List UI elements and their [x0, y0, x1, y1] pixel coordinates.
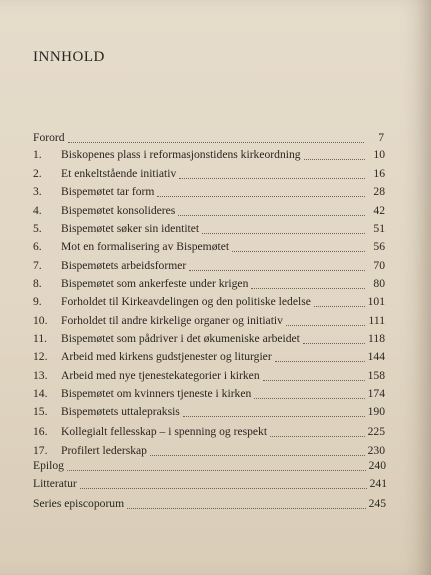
toc-entry-title: Arbeid med kirkens gudstjenester og liturgier: [61, 350, 272, 363]
toc-entry: [33, 497, 386, 513]
toc-entry: [33, 459, 386, 475]
toc-entry-page: 245: [368, 497, 386, 510]
toc-entry-page: 42: [373, 204, 385, 217]
toc-entry-page: 28: [373, 185, 385, 198]
toc-entry-title: Bispemøtet som pådriver i det økumeniske arbeidet: [61, 332, 300, 345]
toc-entry-number: 17.: [33, 444, 48, 457]
toc-entry-number: 10.: [33, 314, 48, 327]
toc-entry-page: 158: [367, 369, 385, 382]
toc-entry: [33, 405, 385, 421]
toc-entry-number: 9.: [33, 295, 42, 308]
dot-leader: [178, 215, 365, 216]
toc-entry-number: 1.: [33, 148, 42, 161]
toc-entry-title: Biskopenes plass i reformasjonstidens kirkeordning: [61, 148, 301, 161]
toc-entry-number: 15.: [33, 405, 48, 418]
dot-leader: [251, 288, 365, 289]
toc-entry-title: Mot en formalisering av Bispemøtet: [61, 240, 230, 253]
toc-entry-title: Bispemøtet som ankerfeste under krigen: [61, 277, 249, 290]
toc-entry-page: 70: [373, 259, 385, 272]
toc-entry-number: 3.: [33, 185, 42, 198]
dot-leader: [157, 196, 365, 197]
toc-entry: [33, 204, 385, 220]
dot-leader: [270, 436, 365, 437]
dot-leader: [254, 398, 365, 399]
toc-entry: [33, 148, 385, 164]
toc-entry: [33, 167, 385, 183]
toc-entry: [33, 332, 385, 348]
toc-entry-page: 240: [368, 459, 386, 472]
toc-entry-number: 2.: [33, 167, 42, 180]
toc-entry-page: 118: [368, 332, 385, 345]
dot-leader: [202, 233, 365, 234]
toc-entry-title: Forholdet til Kirkeavdelingen og den politiske ledelse: [61, 295, 311, 308]
toc-entry: [33, 259, 385, 275]
dot-leader: [263, 380, 365, 381]
toc-entry-page: 101: [367, 295, 385, 308]
toc-entry-page: 51: [373, 222, 385, 235]
toc-entry: [33, 240, 385, 256]
toc-entry-page: 16: [373, 167, 385, 180]
toc-entry-title: Bispemøtet tar form: [61, 185, 155, 198]
toc-entry: [33, 185, 385, 201]
toc-entry: [33, 444, 385, 460]
toc-entry-page: 111: [368, 314, 385, 327]
toc-entry: [33, 369, 385, 385]
toc-entry: [33, 477, 387, 493]
toc-entry-number: 14.: [33, 387, 48, 400]
dot-leader: [68, 142, 364, 143]
dot-leader: [286, 325, 365, 326]
toc-entry-number: 8.: [33, 277, 42, 290]
toc-entry-title: Litteratur: [33, 477, 77, 490]
page-heading: INNHOLD: [33, 49, 105, 65]
toc-entry-page: 225: [367, 425, 385, 438]
toc-entry-number: 7.: [33, 259, 42, 272]
dot-leader: [314, 306, 365, 307]
dot-leader: [189, 270, 365, 271]
dot-leader: [275, 361, 365, 362]
toc-entry-page: 56: [373, 240, 385, 253]
toc-entry-title: Kollegialt fellesskap – i spenning og respekt: [61, 425, 268, 438]
toc-entry-number: 5.: [33, 222, 42, 235]
toc-entry-page: 241: [369, 477, 387, 490]
toc-entry-number: 11.: [33, 332, 48, 345]
toc-entry-title: Bispemøtet søker sin identitet: [61, 222, 200, 235]
toc-entry-number: 16.: [33, 425, 48, 438]
dot-leader: [303, 343, 365, 344]
toc-entry: [33, 387, 385, 403]
dot-leader: [304, 159, 365, 160]
toc-entry-page: 190: [367, 405, 385, 418]
dot-leader: [67, 470, 366, 471]
toc-entry-title: Bispemøtets uttalepraksis: [61, 405, 180, 418]
toc-entry-title: Bispemøtet konsolideres: [61, 204, 176, 217]
toc-entry-number: 12.: [33, 350, 48, 363]
toc-entry-title: Epilog: [33, 459, 64, 472]
toc-entry-number: 6.: [33, 240, 42, 253]
dot-leader: [179, 178, 365, 179]
toc-entry-page: 80: [373, 277, 385, 290]
toc-entry: [33, 131, 384, 147]
dot-leader: [80, 488, 367, 489]
dot-leader: [183, 416, 365, 417]
toc-entry-page: 230: [367, 444, 385, 457]
toc-entry: [33, 425, 385, 441]
toc-entry: [33, 295, 385, 311]
toc-entry: [33, 350, 385, 366]
toc-entry-page: 174: [367, 387, 385, 400]
toc-entry: [33, 222, 385, 238]
dot-leader: [150, 455, 365, 456]
toc-entry: [33, 314, 385, 330]
toc-entry-title: Profilert lederskap: [61, 444, 147, 457]
dot-leader: [127, 508, 366, 509]
toc-entry-page: 7: [378, 131, 384, 144]
toc-entry-title: Bispemøtets arbeidsformer: [61, 259, 187, 272]
toc-entry-page: 10: [373, 148, 385, 161]
toc-entry-number: 13.: [33, 369, 48, 382]
toc-entry-title: Et enkeltstående initiativ: [61, 167, 177, 180]
dot-leader: [232, 251, 365, 252]
toc-entry-title: Forord: [33, 131, 65, 144]
toc-entry-page: 144: [367, 350, 385, 363]
toc-entry-number: 4.: [33, 204, 42, 217]
toc-entry-title: Forholdet til andre kirkelige organer og initiativ: [61, 314, 283, 327]
toc-entry-title: Series episcoporum: [33, 497, 125, 510]
toc-entry-title: Bispemøtet om kvinners tjeneste i kirken: [61, 387, 252, 400]
toc-entry-title: Arbeid med nye tjenestekategorier i kirken: [61, 369, 260, 382]
toc-entry: [33, 277, 385, 293]
